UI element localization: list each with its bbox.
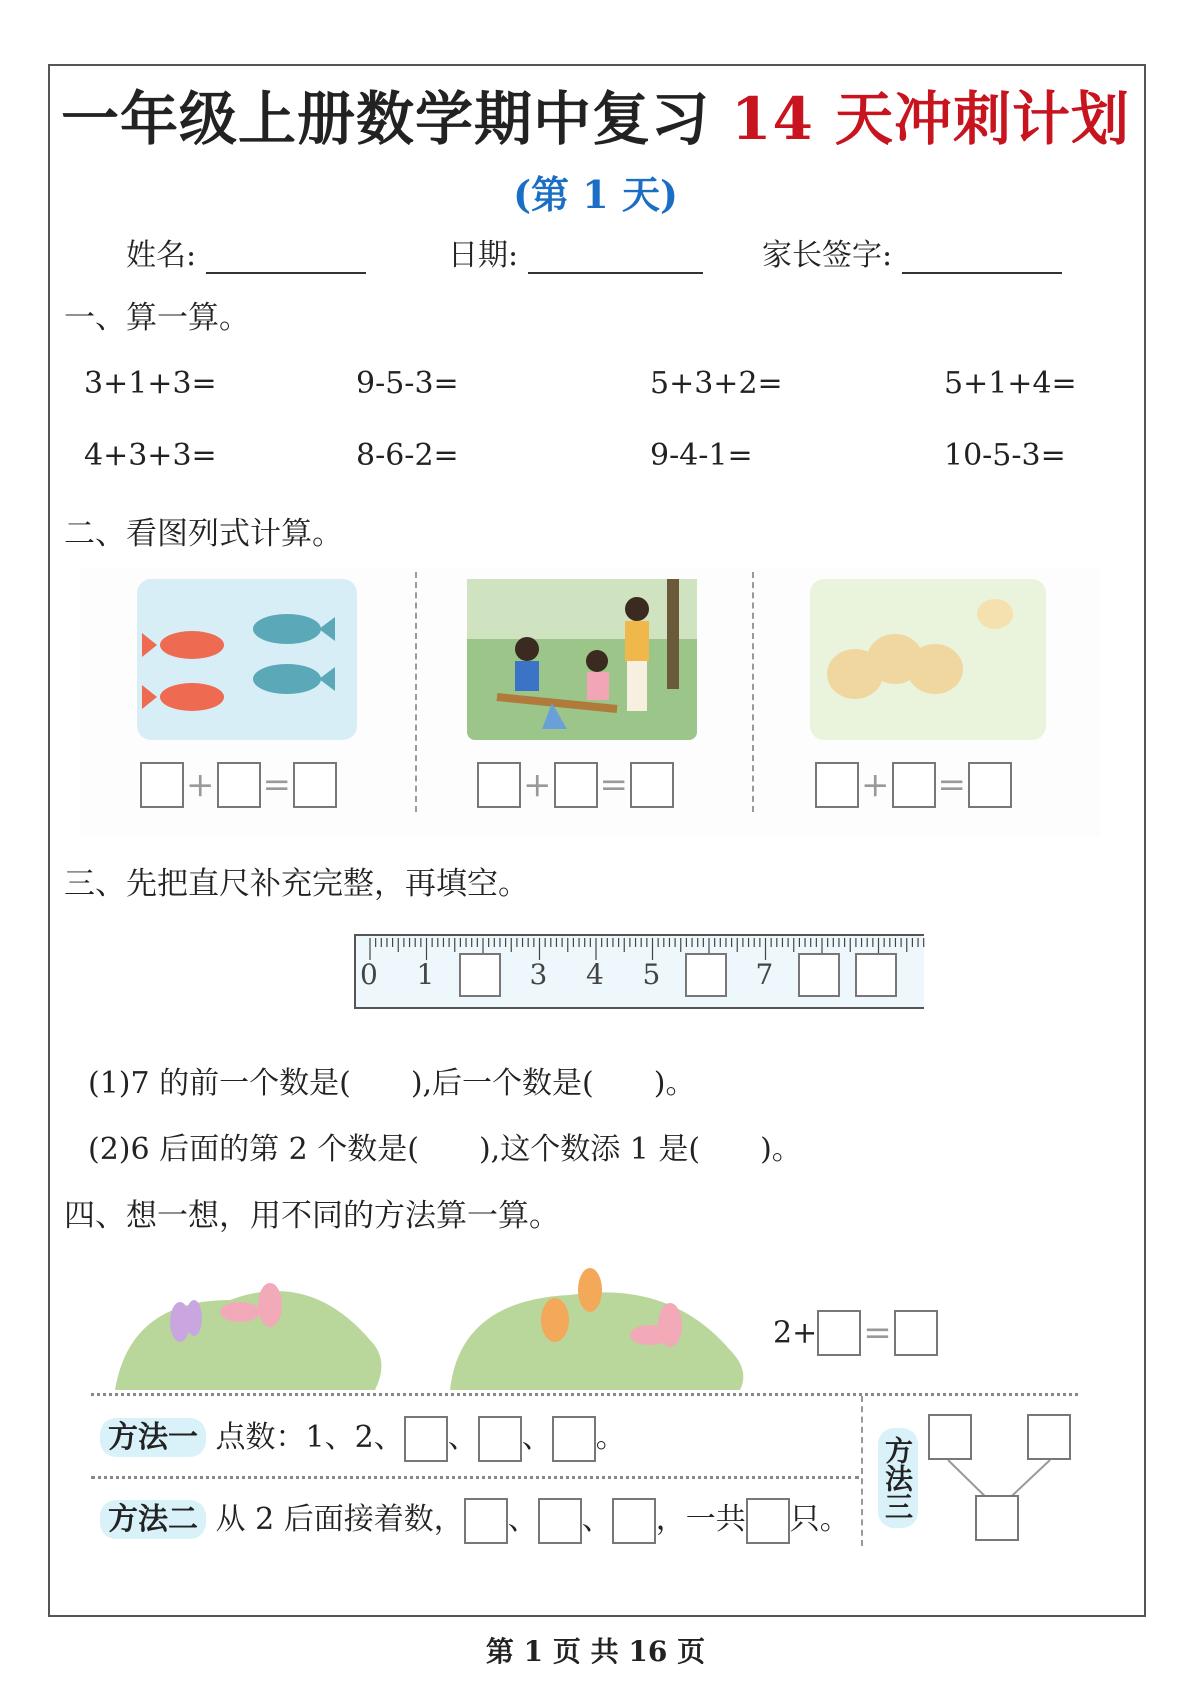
answer-box[interactable] [464,1498,508,1544]
butterfly-bushes [110,1250,760,1392]
answer-box[interactable] [293,762,337,808]
equals-sign: = [262,765,291,805]
problem: 8-6-2= [356,438,459,473]
ruler-number: 1 [416,958,435,991]
problem: 9-4-1= [650,438,753,473]
answer-box[interactable] [404,1416,448,1462]
equation-fish [140,762,337,808]
page-title [0,72,1191,156]
answer-box[interactable] [815,762,859,808]
problem: 4+3+3= [84,438,217,473]
method-3-label: 方法三 [878,1428,918,1528]
fish-picture [137,579,357,740]
answer-box[interactable] [140,762,184,808]
answer-box[interactable] [817,1310,861,1356]
answer-box[interactable] [478,1416,522,1462]
method-2-total: ，一共 [655,1502,746,1537]
method-equation [773,1310,938,1356]
plus-sign: + [186,765,215,805]
equation-start: 2+ [773,1315,818,1351]
title-highlight: 14 天冲刺计划 [731,85,1131,153]
divider [91,1393,1078,1396]
problem: 10-5-3= [944,438,1066,473]
answer-box[interactable] [552,1416,596,1462]
separator: 、 [507,1502,538,1537]
equals-sign: = [937,765,966,805]
problem: 5+1+4= [944,366,1077,401]
title-main: 一年级上册数学期中复习 [60,85,710,153]
answer-box[interactable] [746,1498,790,1544]
end-mark: 只。 [789,1502,850,1537]
ruler-number: 5 [642,958,661,991]
problem: 3+1+3= [84,366,217,401]
equation-chicks [815,762,1012,808]
problem: 5+3+2= [650,366,783,401]
section4-heading: 四、想一想，用不同的方法算一算。 [64,1198,560,1234]
parent-label: 家长签字: [762,238,893,273]
answer-box[interactable] [894,1310,938,1356]
answer-box[interactable] [217,762,261,808]
method-1-row [100,1412,626,1462]
section1-heading: 一、算一算。 [64,300,250,336]
plus-sign: + [861,765,890,805]
separator: 、 [581,1502,612,1537]
answer-box[interactable] [968,762,1012,808]
ruler-answer-box[interactable] [459,953,501,997]
ruler-answer-box[interactable] [685,953,727,997]
method-1-label: 方法一 [100,1418,206,1457]
answer-box[interactable] [538,1498,582,1544]
method-1-text: 点数：1、2、 [215,1420,404,1455]
ruler-number: 4 [586,958,604,991]
ruler-answer-box[interactable] [855,953,897,997]
ruler-number: 0 [360,958,378,991]
name-label: 姓名: [126,238,197,273]
section2-heading: 二、看图列式计算。 [64,516,343,552]
section3-heading: 三、先把直尺补充完整，再填空。 [64,866,529,902]
ruler-number: 7 [755,958,774,991]
question-2: (2)6 后面的第 2 个数是( ),这个数添 1 是( )。 [88,1132,802,1167]
chicks-picture [810,579,1046,740]
date-field[interactable] [448,230,703,274]
separator: 、 [447,1420,478,1455]
equation-seesaw [477,762,674,808]
equals-sign: = [599,765,628,805]
day-subtitle: (第 1 天) [513,172,678,217]
answer-box[interactable] [612,1498,656,1544]
name-field[interactable] [126,230,366,274]
question-1: (1)7 的前一个数是( ),后一个数是( )。 [88,1066,696,1101]
method-2-text: 从 2 后面接着数， [215,1502,464,1537]
number-bond-part-box[interactable] [928,1414,972,1460]
ruler-answer-box[interactable] [798,953,840,997]
divider [752,572,754,812]
plus-sign: + [523,765,552,805]
number-bond-part-box[interactable] [1027,1414,1071,1460]
problem: 9-5-3= [356,366,459,401]
answer-box[interactable] [477,762,521,808]
seesaw-picture [467,579,697,740]
method-2-label: 方法二 [100,1500,206,1539]
ruler-number: 3 [529,958,548,991]
end-mark: 。 [595,1420,626,1455]
answer-box[interactable] [630,762,674,808]
separator: 、 [521,1420,552,1455]
ruler-ticks [356,936,926,960]
method-2-row [100,1494,850,1544]
parent-signature-field[interactable] [762,230,1062,274]
divider [91,1476,859,1479]
date-label: 日期: [448,238,519,273]
answer-box[interactable] [554,762,598,808]
divider [861,1396,863,1546]
equals-sign: = [863,1313,892,1353]
number-bond-whole-box[interactable] [975,1495,1019,1541]
answer-box[interactable] [892,762,936,808]
divider [415,572,417,812]
page-footer: 第 1 页 共 16 页 [485,1635,706,1668]
